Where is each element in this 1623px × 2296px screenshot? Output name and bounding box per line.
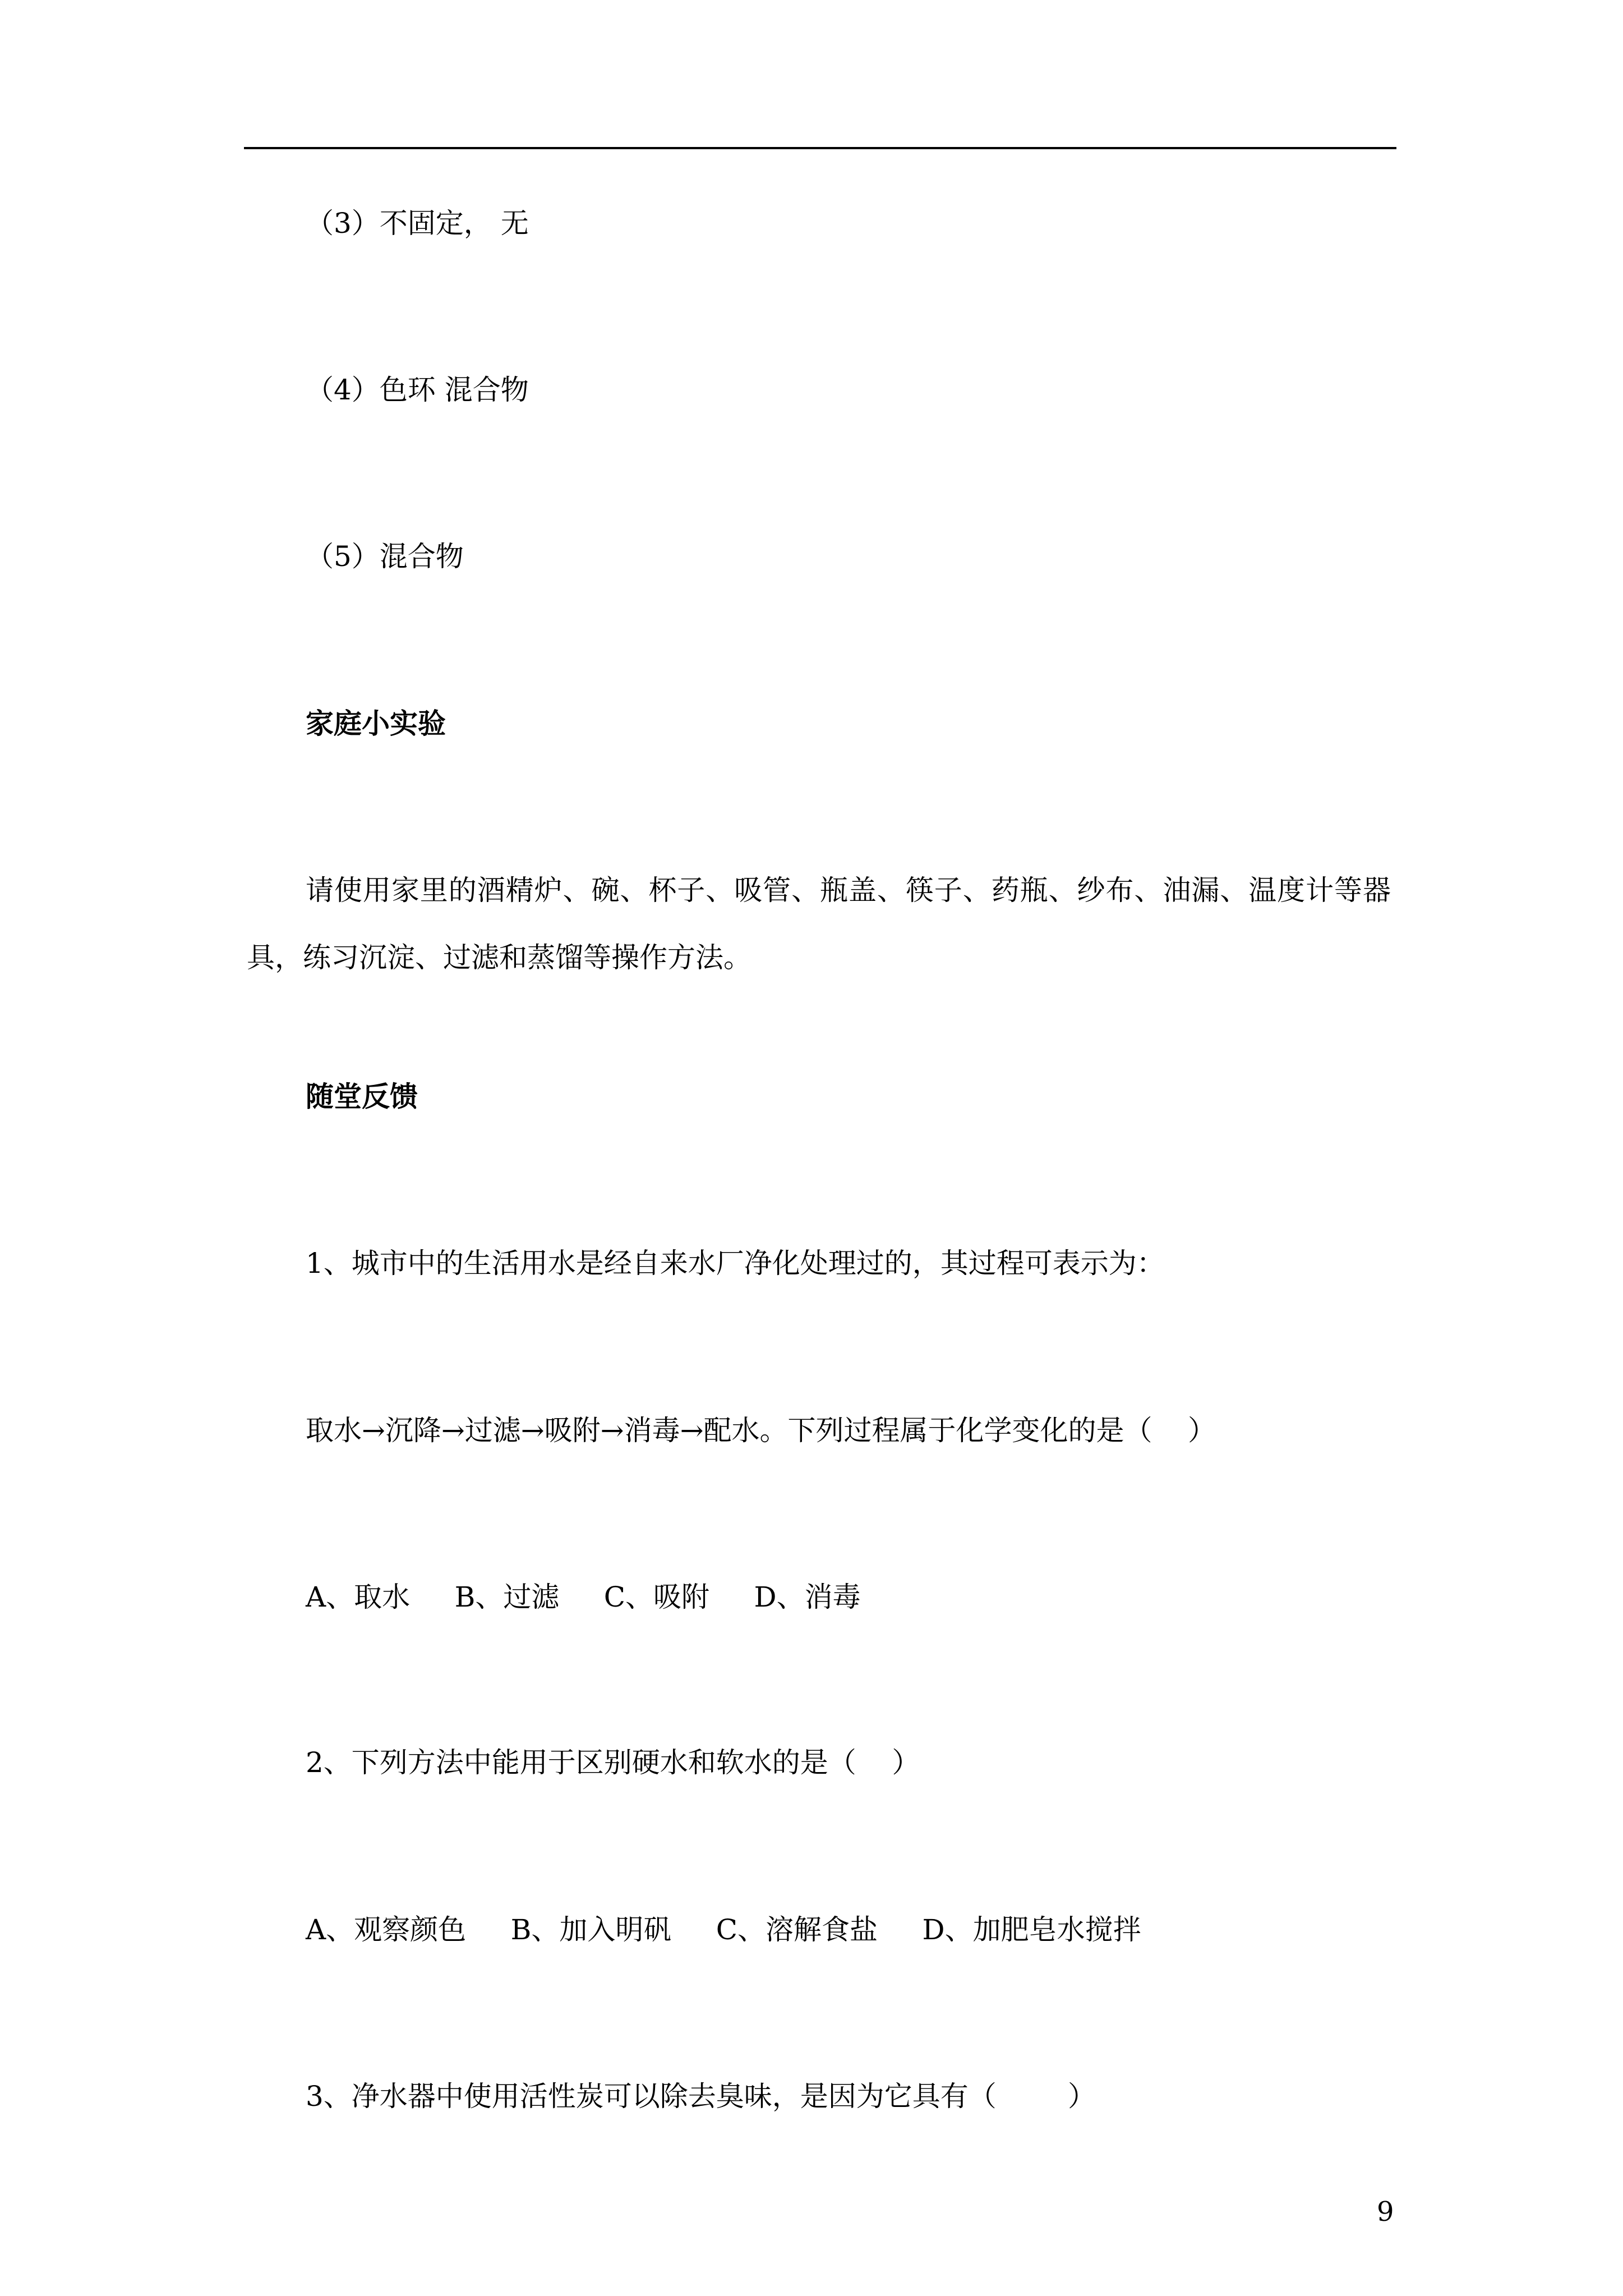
- question-1-intro: 1、城市中的生活用水是经自来水厂净化处理过的，其过程可表示为：: [306, 1247, 1165, 1280]
- question-1-options: A、取水 B、过滤 C、吸附 D、消毒: [306, 1581, 861, 1613]
- question-2: 2、下列方法中能用于区别硬水和软水的是（ ）: [306, 1746, 920, 1779]
- answer-4: （4）色环 混合物: [306, 374, 529, 406]
- question-1-process: 取水→沉降→过滤→吸附→消毒→配水。下列过程属于化学变化的是（ ）: [306, 1414, 1216, 1447]
- header-rule: [244, 147, 1396, 149]
- answer-5: （5）混合物: [306, 540, 464, 573]
- home-experiment-paragraph: 请使用家里的酒精炉、碗、杯子、吸管、瓶盖、筷子、药瓶、纱布、油漏、温度计等器具，练习沉淀、过滤和蒸馏等操作方法。: [247, 874, 1391, 974]
- question-3: 3、净水器中使用活性炭可以除去臭味，是因为它具有（ ）: [306, 2080, 1096, 2113]
- page-number: 9: [1377, 2196, 1394, 2228]
- answer-3: （3）不固定， 无: [306, 207, 529, 240]
- question-2-options: A、观察颜色 B、加入明矾 C、溶解食盐 D、加肥皂水搅拌: [306, 1913, 1141, 1946]
- feedback-heading: 随堂反馈: [306, 1080, 418, 1113]
- home-experiment-heading: 家庭小实验: [306, 707, 446, 740]
